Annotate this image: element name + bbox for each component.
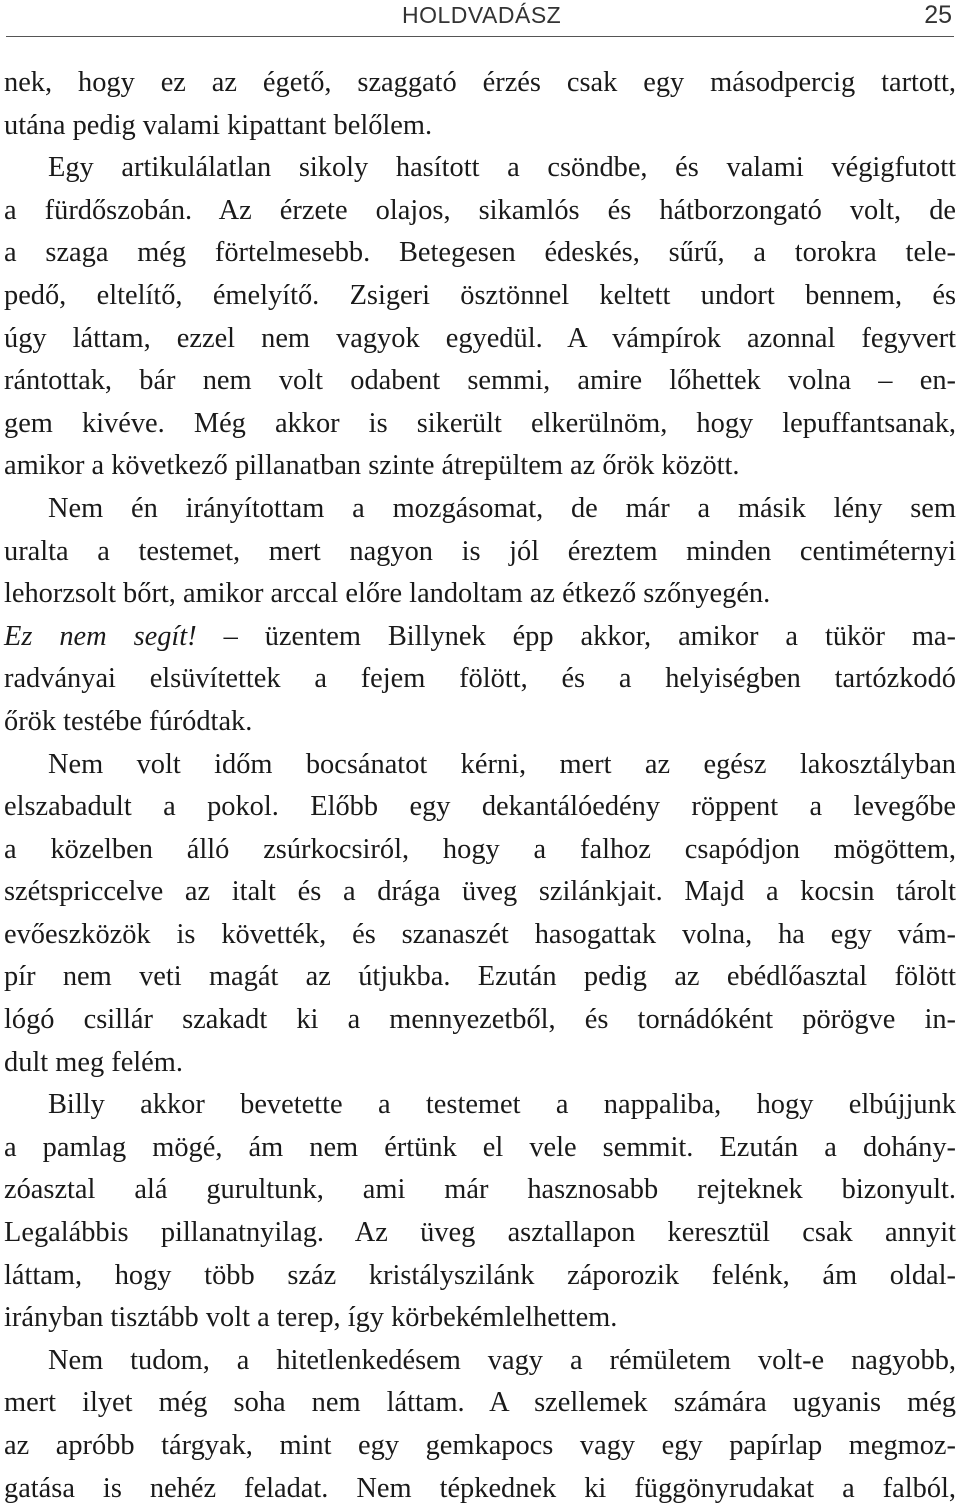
text-line: gatása is nehéz feladat. Nem tépkednek ki függönyrudakat a falból, <box>4 1472 956 1504</box>
paragraph <box>4 1212 956 1255</box>
text-line: Egy artikulálatlan sikoly hasított a csöndbe, és valami végigfutott <box>48 152 956 184</box>
text-line: Nem tudom, a hitetlenkedésem vagy a rémületem volt-e nagyobb, <box>48 1344 956 1376</box>
paragraph-start <box>4 147 956 190</box>
paragraph <box>4 531 956 574</box>
paragraph <box>4 318 956 361</box>
text-line: mert ilyet még soha nem láttam. A szellemek számára ugyanis még <box>4 1387 956 1419</box>
text-line: dult meg felém. <box>4 1046 183 1078</box>
text-line: zóasztal alá gurultunk, ami már hasznosabb rejteknek bizonyult. <box>4 1174 956 1206</box>
paragraph <box>4 1425 956 1468</box>
paragraph <box>4 999 956 1042</box>
paragraph-end <box>4 573 956 616</box>
text-line: a közelben álló zsúrkocsiról, hogy a falhoz csapódjon mögöttem, <box>4 833 956 865</box>
paragraph <box>4 360 956 403</box>
text-line: elszabadult a pokol. Előbb egy dekantálóedény röppent a levegőbe <box>4 791 956 823</box>
paragraph-end <box>4 105 956 148</box>
text-line: Nem én irányítottam a mozgásomat, de már a másik lény sem <box>48 492 956 524</box>
text-line: szétspriccelve az italt és a drága üveg szilánkjait. Majd a kocsin tárolt <box>4 876 956 908</box>
text-line: irányban tisztább volt a terep, így körbekémlelhettem. <box>4 1302 618 1334</box>
text-line: radványai elsüvítettek a fejem fölött, és a helyiségben tartózkodó <box>4 663 956 695</box>
page-number: 25 <box>924 1 952 29</box>
paragraph <box>4 1255 956 1298</box>
running-title: HOLDVADÁSZ <box>402 2 562 28</box>
page-header <box>0 0 960 38</box>
text-line: úgy láttam, ezzel nem vagyok egyedül. A vámpírok azonnal fegyvert <box>4 322 956 354</box>
paragraph <box>4 1468 956 1510</box>
text-line: Billy akkor bevetette a testemet a nappaliba, hogy elbújjunk <box>48 1089 956 1121</box>
text-line: – üzentem Billynek épp akkor, amikor a tükör ma- <box>196 620 956 652</box>
text-line: nek, hogy ez az égető, szaggató érzés csak egy másodpercig tartott, <box>4 67 956 98</box>
paragraph-start <box>4 616 956 659</box>
paragraph-start <box>4 744 956 787</box>
paragraph <box>4 1382 956 1425</box>
paragraph-end <box>4 445 956 488</box>
paragraph <box>4 1127 956 1170</box>
text-line: pedő, eltelítő, émelyítő. Zsigeri ösztönnel keltett undort bennem, és <box>4 279 956 311</box>
paragraph <box>4 275 956 318</box>
paragraph <box>4 232 956 275</box>
paragraph <box>4 1169 956 1212</box>
text-line: Nem volt időm bocsánatot kérni, mert az egész lakosztályban <box>48 748 956 780</box>
text-line: amikor a következő pillanatban szinte átrepültem az őrök között. <box>4 450 740 482</box>
paragraph <box>4 403 956 446</box>
text-line: gem kivéve. Még akkor is sikerült elkerülnöm, hogy lepuffantsanak, <box>4 407 956 439</box>
paragraph <box>4 658 956 701</box>
paragraph-end <box>4 1297 956 1340</box>
text-line: őrök testébe fúródtak. <box>4 705 253 737</box>
paragraph-end <box>4 701 956 744</box>
paragraph-start <box>4 1340 956 1383</box>
paragraph-start <box>4 1084 956 1127</box>
body-text <box>4 62 956 1510</box>
paragraph <box>4 956 956 999</box>
paragraph <box>4 62 956 105</box>
paragraph <box>4 829 956 872</box>
text-line: a szaga még förtelmesebb. Betegesen édeskés, sűrű, a torokra tele- <box>4 237 956 269</box>
text-line: rántottak, bár nem volt odabent semmi, amire lőhettek volna – en- <box>4 365 956 397</box>
text-line: uralta a testemet, mert nagyon is jól éreztem minden centiméternyi <box>4 535 956 567</box>
paragraph <box>4 786 956 829</box>
paragraph <box>4 914 956 957</box>
text-line: lehorzsolt bőrt, amikor arccal előre landoltam az étkező szőnyegén. <box>4 578 771 610</box>
paragraph-start <box>4 488 956 531</box>
paragraph <box>4 871 956 914</box>
text-line: az apróbb tárgyak, mint egy gemkapocs vagy egy papírlap megmoz- <box>4 1430 956 1461</box>
text-line: evőeszközök is követték, és szanaszét hasogattak volna, ha egy vám- <box>4 918 956 950</box>
paragraph-end <box>4 1042 956 1085</box>
text-line: lógó csillár szakadt ki a mennyezetből, és tornádóként pörögve in- <box>4 1004 956 1036</box>
italic-thought: Ez nem segít! <box>4 620 197 652</box>
text-line: a pamlag mögé, ám nem értünk el vele semmit. Ezután a dohány- <box>4 1131 956 1163</box>
header-rule <box>6 36 954 37</box>
text-line: Legalábbis pillanatnyilag. Az üveg asztallapon keresztül csak annyit <box>4 1217 956 1249</box>
text-line: a fürdőszobán. Az érzete olajos, sikamlós és hátborzongató volt, de <box>4 194 956 226</box>
text-line: láttam, hogy több száz kristályszilánk záporozik felénk, ám oldal- <box>4 1259 956 1291</box>
text-line: pír nem veti magát az útjukba. Ezután pedig az ebédlőasztal fölött <box>4 961 956 993</box>
paragraph <box>4 190 956 233</box>
text-line: utána pedig valami kipattant belőlem. <box>4 109 433 141</box>
